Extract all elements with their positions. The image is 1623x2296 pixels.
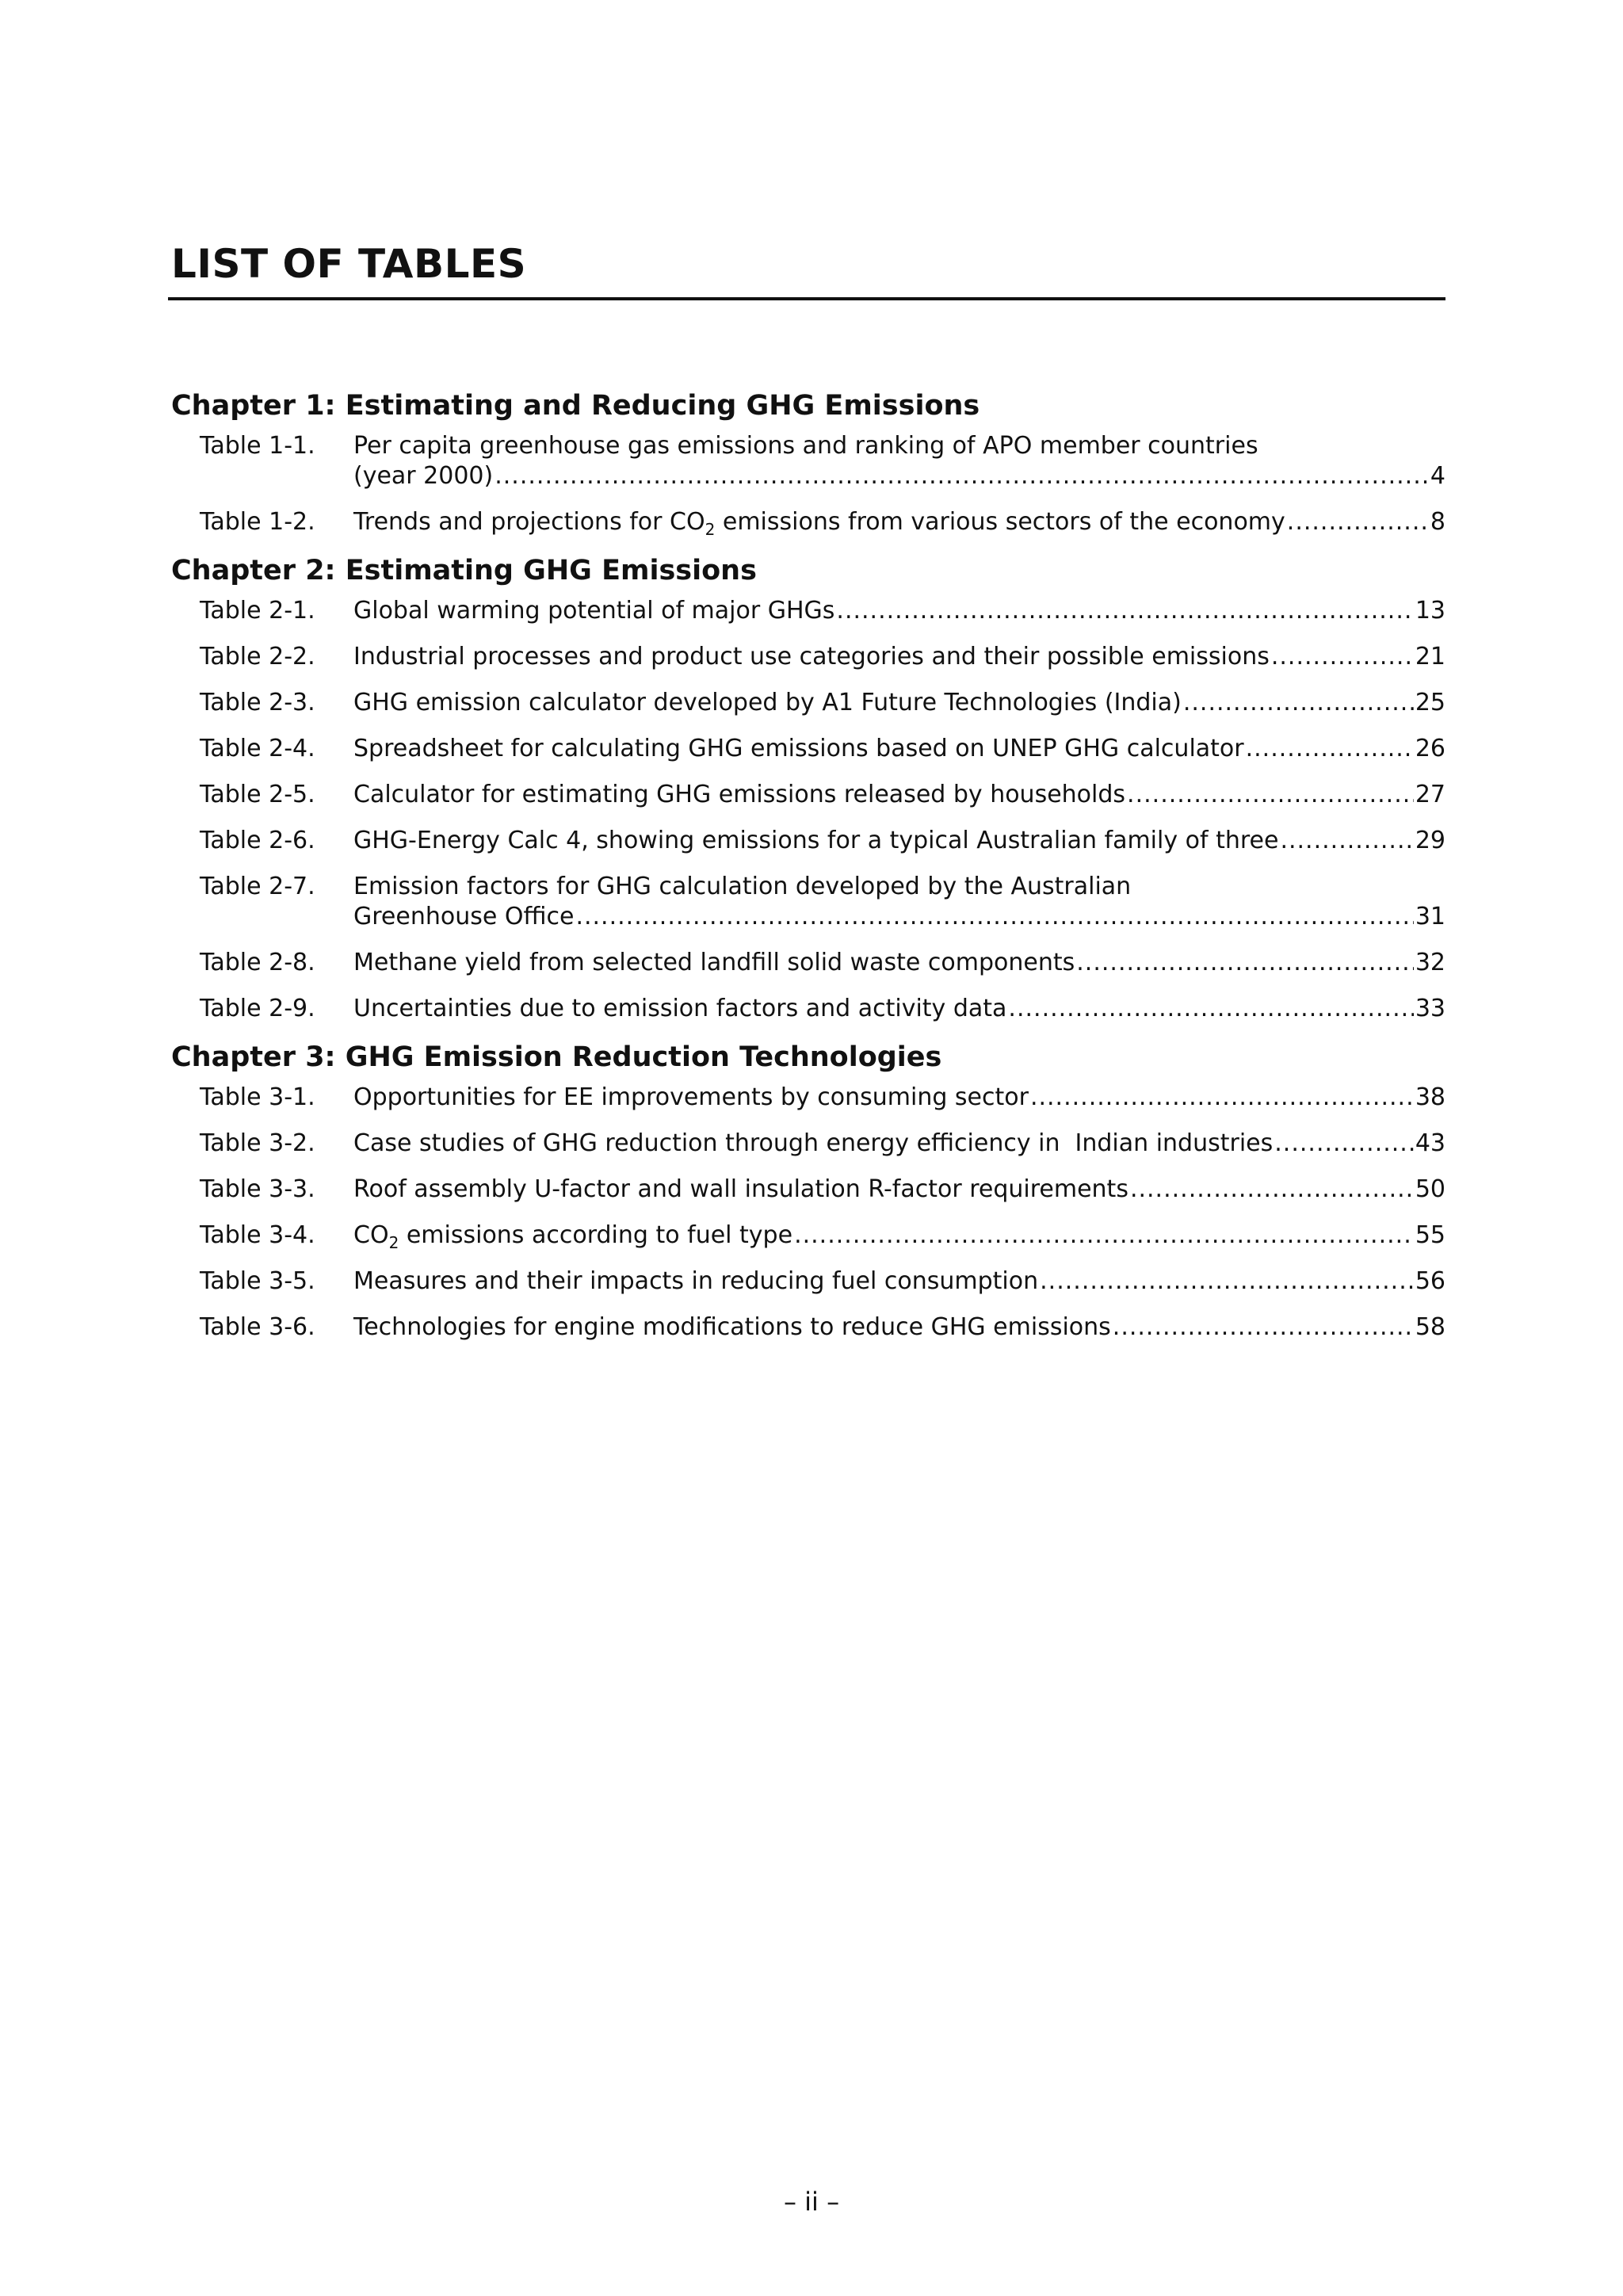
- table-number: Table 2-6.: [200, 827, 315, 854]
- table-caption: Measures and their impacts in reducing fuel consumption: [353, 1267, 1039, 1295]
- page-number: 38: [1415, 1083, 1445, 1111]
- table-entry-2-2[interactable]: [171, 642, 1445, 672]
- dot-leader: [1076, 948, 1414, 978]
- page-number: 29: [1415, 827, 1445, 854]
- table-entry-2-3[interactable]: [171, 688, 1445, 718]
- dot-leader: [1130, 1175, 1414, 1205]
- dot-leader: [1127, 780, 1414, 810]
- page-number: 4: [1430, 462, 1445, 490]
- page-number: 58: [1415, 1313, 1445, 1341]
- page-number: 13: [1415, 597, 1445, 625]
- page-number: 31: [1415, 903, 1445, 930]
- dot-leader: [495, 461, 1429, 491]
- chapter-2-section: [171, 553, 1445, 1024]
- dot-leader: [794, 1221, 1414, 1251]
- dot-leader: [1008, 994, 1413, 1024]
- table-number: Table 2-5.: [200, 781, 315, 808]
- page-number: 21: [1415, 643, 1445, 670]
- dot-leader: [1030, 1083, 1414, 1113]
- chapter-3-section: [171, 1040, 1445, 1343]
- table-number: Table 2-9.: [200, 995, 315, 1022]
- table-entry-2-7[interactable]: [171, 872, 1445, 932]
- page-number: 32: [1415, 949, 1445, 976]
- table-caption: Opportunities for EE improvements by consuming sector: [353, 1083, 1029, 1111]
- table-caption: Uncertainties due to emission factors and activity data: [353, 995, 1007, 1022]
- table-entry-3-3[interactable]: [171, 1175, 1445, 1205]
- list-of-tables: [171, 388, 1445, 1358]
- table-entry-2-1[interactable]: [171, 596, 1445, 626]
- table-entry-2-9[interactable]: [171, 994, 1445, 1024]
- table-caption: Technologies for engine modifications to reduce GHG emissions: [353, 1313, 1111, 1341]
- table-entry-2-4[interactable]: [171, 734, 1445, 764]
- table-number: Table 3-1.: [200, 1083, 315, 1111]
- table-caption-line-2: (year 2000): [353, 462, 494, 490]
- table-entry-3-1[interactable]: [171, 1083, 1445, 1113]
- dot-leader: [1040, 1266, 1414, 1297]
- table-caption: Calculator for estimating GHG emissions released by households: [353, 781, 1126, 808]
- table-number: Table 2-4.: [200, 735, 315, 762]
- dot-leader: [1246, 734, 1414, 764]
- table-caption: $CO_2$ emissions according to fuel type: [353, 1221, 793, 1252]
- page-number: 56: [1415, 1267, 1445, 1295]
- table-entry-2-8[interactable]: [171, 948, 1445, 978]
- dot-leader: [1113, 1312, 1414, 1343]
- table-number: Table 2-8.: [200, 949, 315, 976]
- page-number: 33: [1415, 995, 1445, 1022]
- table-caption: Trends and projections for $CO_2$ emissions from various sectors of the economy: [353, 508, 1285, 539]
- table-entry-3-4[interactable]: [171, 1221, 1445, 1251]
- dot-leader: [836, 596, 1413, 626]
- table-caption: Global warming potential of major GHGs: [353, 597, 835, 625]
- table-number: Table 3-6.: [200, 1313, 315, 1341]
- table-number: Table 2-3.: [200, 689, 315, 716]
- table-entry-3-6[interactable]: [171, 1312, 1445, 1343]
- dot-leader: [1274, 1129, 1414, 1159]
- table-caption: Roof assembly U-factor and wall insulation R-factor requirements: [353, 1175, 1128, 1203]
- table-entry-3-5[interactable]: [171, 1266, 1445, 1297]
- page-number-footer: – ii –: [783, 2187, 840, 2217]
- table-number: Table 2-1.: [200, 597, 315, 625]
- chapter-heading: Chapter 3: GHG Emission Reduction Technologies: [171, 1041, 942, 1073]
- table-number: Table 3-4.: [200, 1221, 315, 1249]
- page-number: 8: [1430, 508, 1445, 536]
- dot-leader: [575, 902, 1413, 932]
- table-number: Table 1-2.: [200, 508, 315, 536]
- table-caption-line-1: Emission factors for GHG calculation developed by the Australian: [353, 873, 1132, 900]
- page-number: 55: [1415, 1221, 1445, 1249]
- page-number: 50: [1415, 1175, 1445, 1203]
- page-number: 26: [1415, 735, 1445, 762]
- chapter-heading: Chapter 1: Estimating and Reducing GHG Emissions: [171, 390, 980, 422]
- table-number: Table 3-2.: [200, 1129, 315, 1157]
- subscript: 2: [388, 1233, 399, 1252]
- table-number: Table 2-2.: [200, 643, 315, 670]
- table-number: Table 3-3.: [200, 1175, 315, 1203]
- page-number: 25: [1415, 689, 1445, 716]
- page-title: LIST OF TABLES: [171, 241, 527, 287]
- table-caption-line-1: Per capita greenhouse gas emissions and ranking of APO member countries: [353, 432, 1258, 460]
- chapter-1-section: [171, 388, 1445, 537]
- dot-leader: [1280, 826, 1413, 856]
- table-caption: GHG emission calculator developed by A1 Future Technologies (India): [353, 689, 1182, 716]
- page-number: 43: [1415, 1129, 1445, 1157]
- dot-leader: [1287, 507, 1429, 537]
- table-number: Table 3-5.: [200, 1267, 315, 1295]
- table-number: Table 1-1.: [200, 432, 315, 460]
- chapter-heading: Chapter 2: Estimating GHG Emissions: [171, 555, 757, 586]
- dot-leader: [1183, 688, 1414, 718]
- table-number: Table 2-7.: [200, 873, 315, 900]
- table-caption: Spreadsheet for calculating GHG emissions based on UNEP GHG calculator: [353, 735, 1244, 762]
- title-rule: [168, 297, 1445, 300]
- table-caption: Industrial processes and product use categories and their possible emissions: [353, 643, 1270, 670]
- table-entry-1-1[interactable]: [171, 431, 1445, 491]
- table-entry-2-6[interactable]: [171, 826, 1445, 856]
- page-number: 27: [1415, 781, 1445, 808]
- table-entry-3-2[interactable]: [171, 1129, 1445, 1159]
- table-caption: Methane yield from selected landfill solid waste components: [353, 949, 1075, 976]
- table-caption: Case studies of GHG reduction through energy efficiency in Indian industries: [353, 1129, 1274, 1157]
- dot-leader: [1271, 642, 1414, 672]
- table-entry-2-5[interactable]: [171, 780, 1445, 810]
- table-caption: GHG-Energy Calc 4, showing emissions for a typical Australian family of three: [353, 827, 1279, 854]
- table-entry-1-2[interactable]: [171, 507, 1445, 537]
- table-caption-line-2: Greenhouse Office: [353, 903, 575, 930]
- subscript: 2: [705, 520, 716, 539]
